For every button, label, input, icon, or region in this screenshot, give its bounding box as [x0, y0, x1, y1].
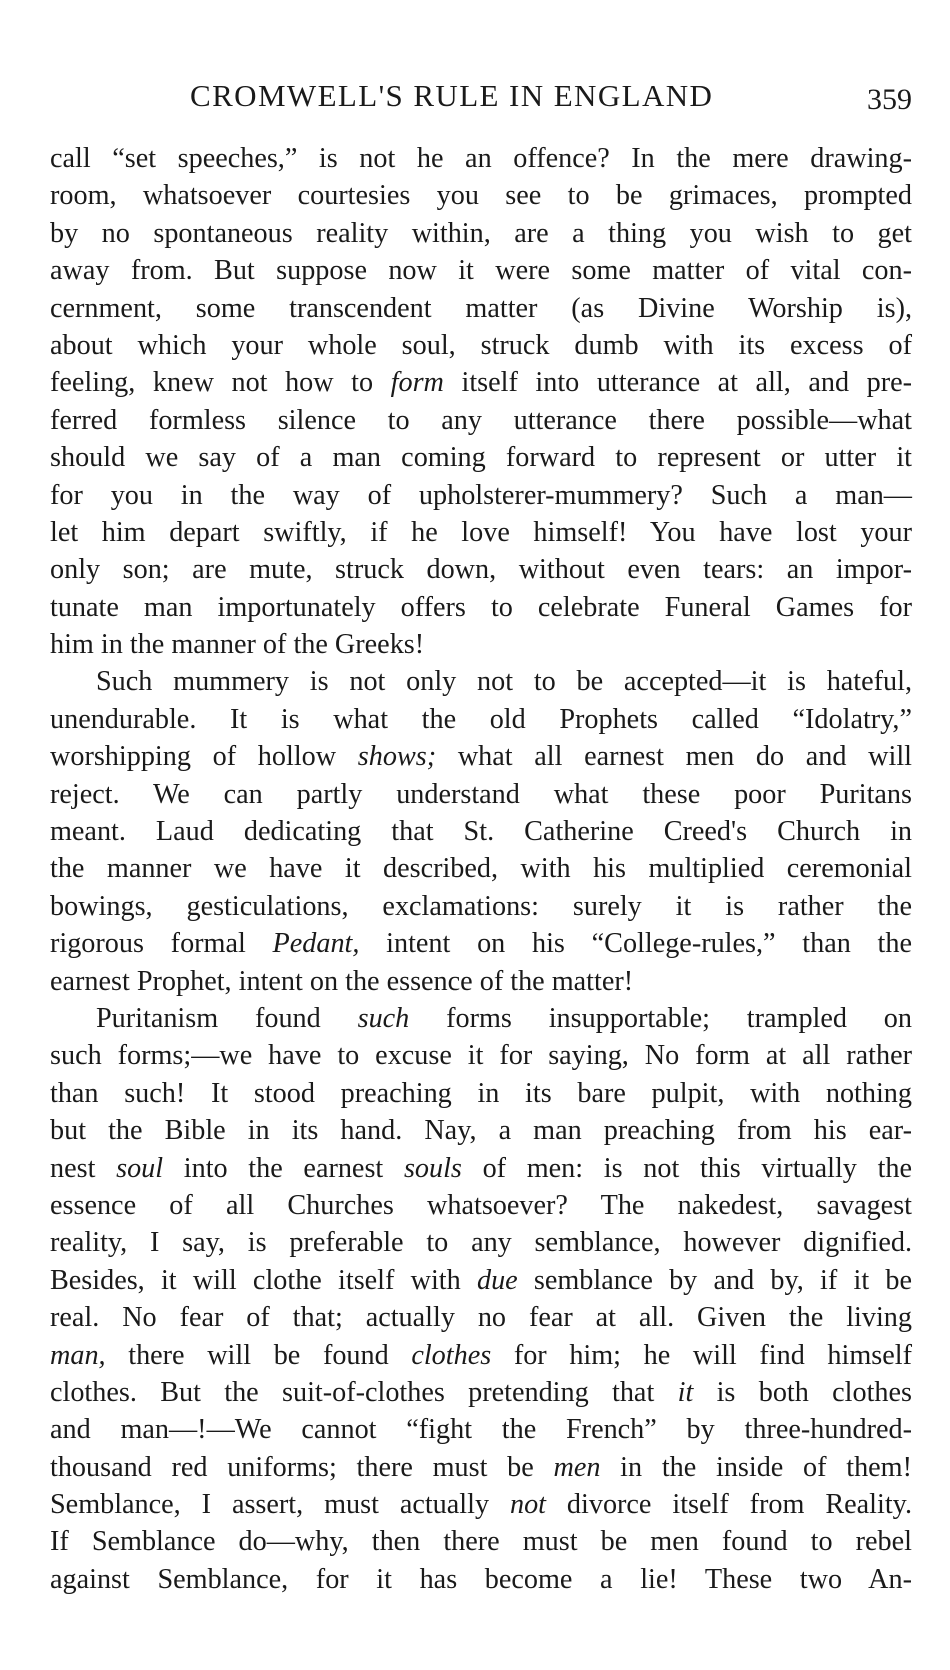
text-line: ferred formless silence to any utterance there possible—what	[50, 404, 912, 436]
text-line: Puritanism found such forms insupportable; trampled on	[96, 1002, 912, 1034]
text-line: real. No fear of that; actually no fear at all. Given the living	[50, 1302, 912, 1334]
paragraph	[50, 140, 912, 663]
text-line: Such mummery is not only not to be accepted—it is hateful,	[96, 666, 912, 698]
text-line: than such! It stood preaching in its bare pulpit, with nothing	[50, 1077, 912, 1109]
body-text	[50, 140, 912, 1598]
running-title: CROMWELL'S RULE IN ENGLAND	[190, 78, 714, 113]
text-line: clothes. But the suit-of-clothes pretending that it is both clothes	[50, 1376, 912, 1408]
page-number: 359	[867, 83, 912, 116]
text-line: thousand red uniforms; there must be men in the inside of them!	[50, 1451, 912, 1483]
text-line: room, whatsoever courtesies you see to be grimaces, prompted	[50, 180, 912, 212]
text-line: away from. But suppose now it were some matter of vital con-	[50, 255, 912, 287]
running-head	[50, 76, 912, 116]
text-line: meant. Laud dedicating that St. Catherine Creed's Church in	[50, 816, 912, 848]
text-line: nest soul into the earnest souls of men: is not this virtually the	[50, 1152, 913, 1184]
text-line: reject. We can partly understand what these poor Puritans	[50, 778, 912, 810]
text-line: about which your whole soul, struck dumb with its excess of	[50, 329, 912, 361]
text-line: unendurable. It is what the old Prophets called “Idolatry,”	[50, 703, 912, 735]
text-line: bowings, gesticulations, exclamations: surely it is rather the	[50, 890, 912, 922]
paragraph	[50, 1000, 912, 1598]
text-line: the manner we have it described, with his multiplied ceremonial	[50, 853, 912, 885]
text-line: should we say of a man coming forward to represent or utter it	[50, 442, 912, 474]
text-line: but the Bible in its hand. Nay, a man preaching from his ear-	[50, 1115, 912, 1147]
text-line: Semblance, I assert, must actually not divorce itself from Reality.	[50, 1489, 912, 1521]
text-line: such forms;—we have to excuse it for saying, No form at all rather	[50, 1040, 912, 1072]
text-line: against Semblance, for it has become a lie! These two An-	[50, 1563, 912, 1595]
text-line: and man—!—We cannot “fight the French” by three-hundred-	[50, 1414, 912, 1446]
text-line: feeling, knew not how to form itself into utterance at all, and pre-	[50, 367, 912, 399]
text-line: Besides, it will clothe itself with due semblance by and by, if it be	[50, 1264, 913, 1296]
text-line: for you in the way of upholsterer-mummery? Such a man—	[50, 479, 912, 511]
text-line: essence of all Churches whatsoever? The nakedest, savagest	[50, 1189, 912, 1221]
text-line: let him depart swiftly, if he love himself! You have lost your	[50, 516, 912, 548]
text-line: earnest Prophet, intent on the essence of the matter!	[50, 965, 634, 997]
text-line: call “set speeches,” is not he an offence? In the mere drawing-	[50, 143, 912, 174]
text-line: him in the manner of the Greeks!	[50, 629, 425, 661]
text-line: tunate man importunately offers to celebrate Funeral Games for	[50, 591, 912, 623]
text-line: by no spontaneous reality within, are a thing you wish to get	[50, 217, 912, 249]
text-line: reality, I say, is preferable to any semblance, however dignified.	[50, 1227, 912, 1259]
paragraph	[50, 663, 912, 1000]
text-line: man, there will be found clothes for him; he will find himself	[50, 1339, 912, 1371]
text-line: cernment, some transcendent matter (as Divine Worship is),	[50, 292, 912, 324]
text-line: only son; are mute, struck down, without even tears: an impor-	[50, 554, 912, 586]
text-line: rigorous formal Pedant, intent on his “College-rules,” than the	[50, 928, 912, 960]
text-line: If Semblance do—why, then there must be men found to rebel	[50, 1526, 912, 1558]
text-line: worshipping of hollow shows; what all earnest men do and will	[50, 741, 913, 773]
